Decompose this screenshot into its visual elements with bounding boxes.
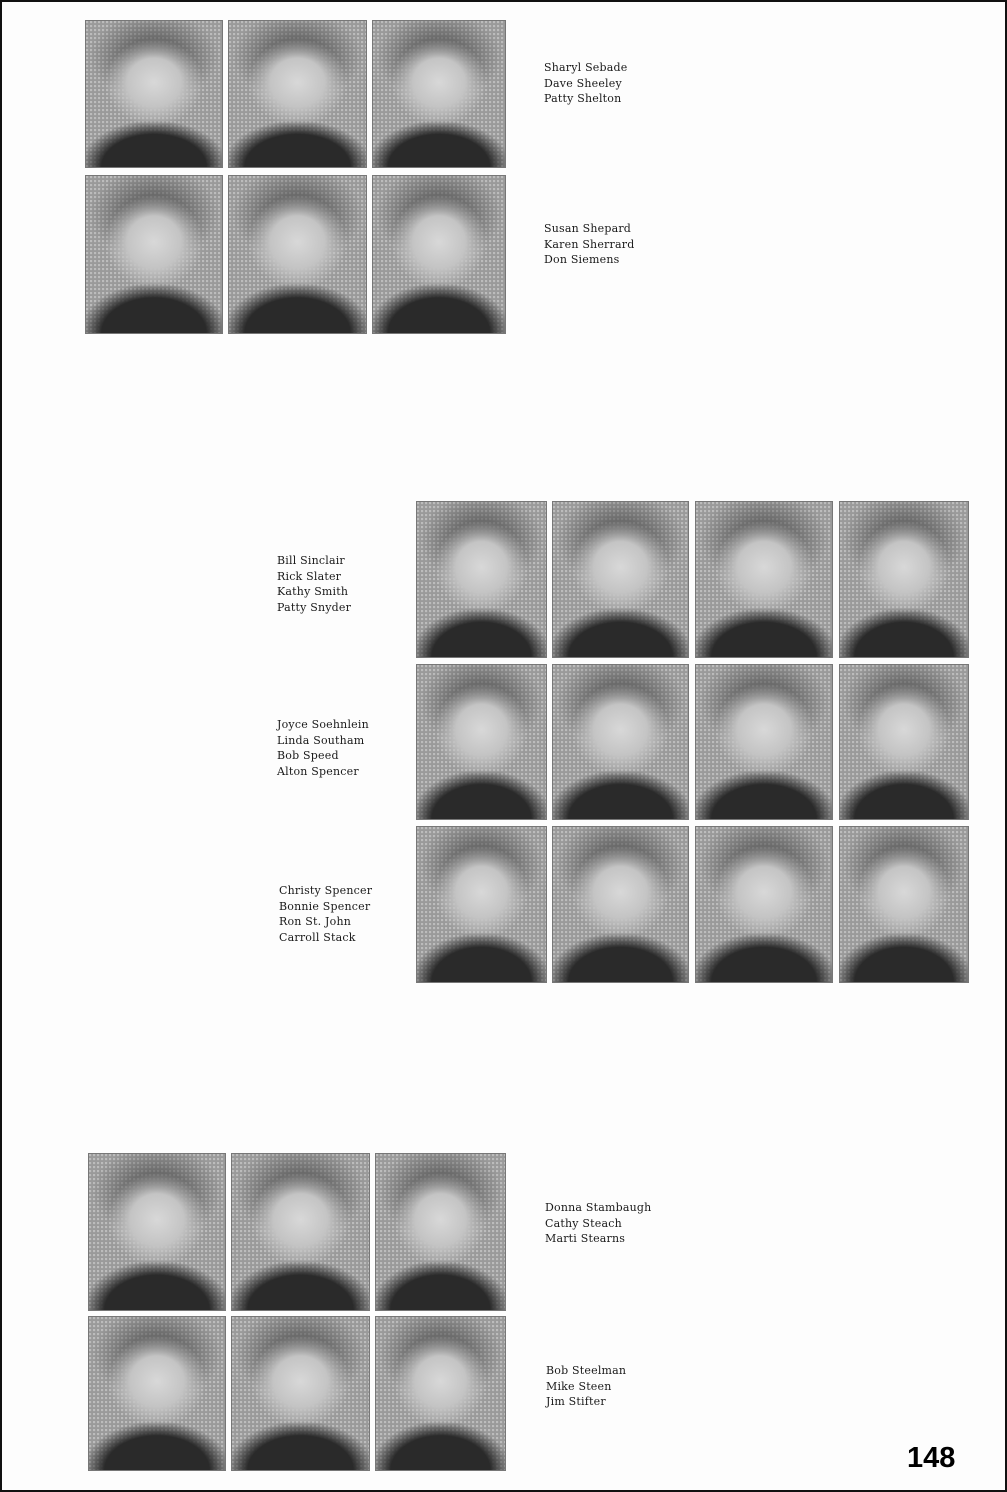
student-name: Donna Stambaugh xyxy=(545,1201,652,1214)
student-name: Karen Sherrard xyxy=(544,237,635,251)
student-name: Bonnie Spencer xyxy=(279,899,371,913)
portrait-bonnie-spencer xyxy=(552,826,689,983)
student-name: Rick Slater xyxy=(277,569,342,583)
portrait-ron-st-john xyxy=(695,826,833,983)
portrait-linda-southam xyxy=(552,664,689,820)
portrait-carroll-stack xyxy=(839,826,969,983)
student-name: Bob Speed xyxy=(277,749,339,762)
portrait-sharyl-sebade xyxy=(85,20,223,168)
student-name: Don Siemens xyxy=(544,253,620,266)
portrait-marti-stearns xyxy=(375,1153,506,1311)
student-name: Mike Steen xyxy=(546,1379,612,1393)
student-name: Ron St. John xyxy=(279,915,352,928)
student-name: Linda Southam xyxy=(277,733,365,747)
page-number: 148 xyxy=(907,1442,956,1474)
name-list-row-7 xyxy=(546,1363,626,1410)
student-name: Bill Sinclair xyxy=(277,554,345,567)
student-name: Dave Sheeley xyxy=(544,76,622,90)
portrait-joyce-soehnlein xyxy=(416,664,547,820)
portrait-dave-sheeley xyxy=(228,20,367,168)
portrait-christy-spencer xyxy=(416,826,547,983)
student-name: Alton Spencer xyxy=(277,764,359,778)
portrait-cathy-steach xyxy=(231,1153,370,1311)
portrait-kathy-smith xyxy=(695,501,833,658)
student-name: Bob Steelman xyxy=(546,1364,627,1377)
student-name: Jim Stifter xyxy=(546,1395,606,1408)
portrait-alton-spencer xyxy=(839,664,969,820)
portrait-bob-speed xyxy=(695,664,833,820)
portrait-donna-stambaugh xyxy=(88,1153,226,1311)
student-name: Carroll Stack xyxy=(279,930,356,944)
portrait-rick-slater xyxy=(552,501,689,658)
student-name: Christy Spencer xyxy=(279,884,373,897)
name-list-row-6 xyxy=(545,1200,651,1247)
student-name: Marti Stearns xyxy=(545,1232,626,1245)
student-name: Patty Snyder xyxy=(277,600,352,614)
name-list-row-4 xyxy=(277,717,369,779)
portrait-susan-shepard xyxy=(85,175,223,334)
portrait-bob-steelman xyxy=(88,1316,226,1471)
portrait-bill-sinclair xyxy=(416,501,547,658)
name-list-row-3 xyxy=(277,553,351,615)
student-name: Sharyl Sebade xyxy=(544,61,628,74)
portrait-don-siemens xyxy=(372,175,506,334)
portrait-patty-shelton xyxy=(372,20,506,168)
portrait-patty-snyder xyxy=(839,501,969,658)
student-name: Patty Shelton xyxy=(544,92,622,105)
student-name: Cathy Steach xyxy=(545,1216,622,1230)
name-list-row-1 xyxy=(544,60,627,107)
student-name: Susan Shepard xyxy=(544,222,632,235)
name-list-row-5 xyxy=(279,883,372,945)
portrait-mike-steen xyxy=(231,1316,370,1471)
student-name: Joyce Soehnlein xyxy=(277,718,369,731)
portrait-karen-sherrard xyxy=(228,175,367,334)
student-name: Kathy Smith xyxy=(277,585,349,598)
portrait-jim-stifter xyxy=(375,1316,506,1471)
name-list-row-2 xyxy=(544,221,634,268)
